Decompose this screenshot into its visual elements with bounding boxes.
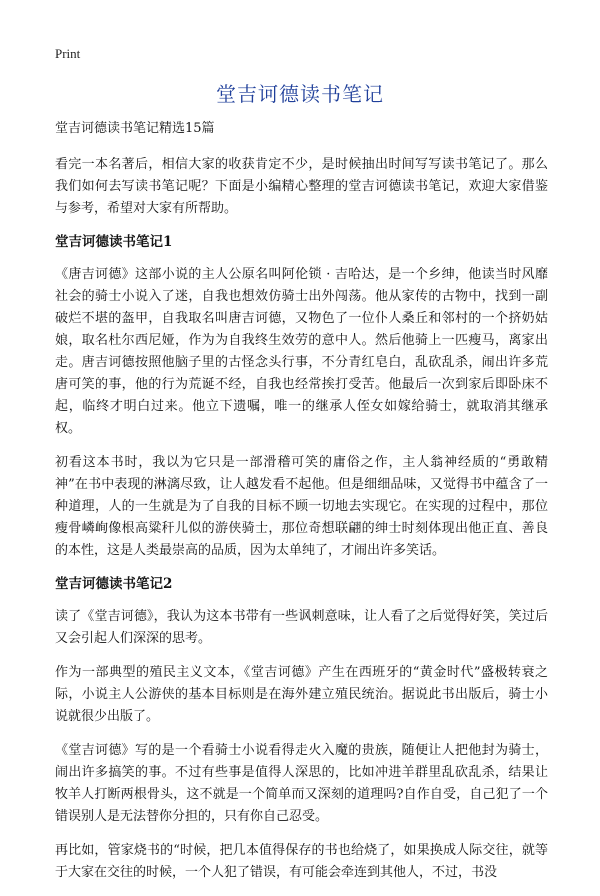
paragraph: 《堂吉诃德》写的是一个看骑士小说看得走火入魔的贵族，随便让人把他封为骑士，闹出许多搞笑的事。不过有些事是值得人深思的，比如冲进羊群里乱砍乱杀，结果让牧羊人打断两根骨头，这不就是一个简单而又深刻的道理吗?自作自受，自己犯了一个错误别人是无法替你分担的，只有你自己忍受。: [55, 743, 548, 824]
section-heading: 堂吉诃德读书笔记2: [55, 576, 173, 592]
paragraph: 作为一部典型的殖民主义文本，《堂吉诃德》产生在西班牙的“黄金时代”盛极转衰之际，小说主人公游侠的基本目标则是在海外建立殖民统治。据说此书出版后，骑士小说就很少出版了。: [55, 665, 548, 724]
paragraph: 读了《堂吉诃德》，我认为这本书带有一些讽刺意味，让人看了之后觉得好笑，笑过后又会引起人们深深的思考。: [55, 609, 548, 646]
paragraph: 初看这本书时，我以为它只是一部滑稽可笑的庸俗之作，主人翁神经质的“勇敢精神”在书中表现的淋漓尽致，让人越发看不起他。但是细细品味，又觉得书中蕴含了一种道理，人的一生就是为了自我的目标不顾一切地去实现它。在实现的过程中，那位瘦骨嶙峋像根高粱秆儿似的游侠骑士，那位奇想联翩的绅士时刻体现出他正直、善良的本性，这是人类最崇高的品质，因为太单纯了，才闹出许多笑话。: [55, 455, 548, 558]
article-body: [55, 118, 548, 896]
print-link[interactable]: Print: [55, 46, 81, 61]
article-subtitle: 堂吉诃德读书笔记精选15篇: [55, 121, 215, 136]
section-heading: 堂吉诃德读书笔记1: [55, 234, 173, 250]
paragraph: 再比如，管家烧书的“时候，把几本值得保存的书也给烧了，如果换成人际交往，就等于大家在交往的时候，一个人犯了错误，有可能会牵连到其他人，不过，书没: [55, 843, 548, 880]
paragraph: 《唐吉诃德》这部小说的主人公原名叫阿伦锁 · 吉哈达，是一个乡绅，他读当时风靡社会的骑士小说入了迷，自我也想效仿骑士出外闯荡。他从家传的古物中，找到一副破烂不堪的盔甲，自我取名叫唐吉诃德，又物色了一位仆人桑丘和邻村的一个挤奶姑娘，取名杜尔西尼娅，作为为自我终生效劳的意中人。然后他骑上一匹瘦马，离家出走。唐吉诃德按照他脑子里的古怪念头行事，不分青红皂白，乱砍乱杀，闹出许多荒唐可笑的事，他的行为荒诞不经，自我也经常挨打受苦。他最后一次到家后即卧床不起，临终才明白过来。他立下遗嘱，唯一的继承人侄女如嫁给骑士，就取消其继承权。: [55, 267, 548, 436]
page-title: 堂吉诃德读书笔记: [216, 82, 384, 106]
intro-paragraph: 看完一本名著后，相信大家的收获肯定不少，是时候抽出时间写写读书笔记了。那么我们如何去写读书笔记呢？下面是小编精心整理的堂吉诃德读书笔记，欢迎大家借鉴与参考，希望对大家有所帮助。: [55, 157, 548, 216]
